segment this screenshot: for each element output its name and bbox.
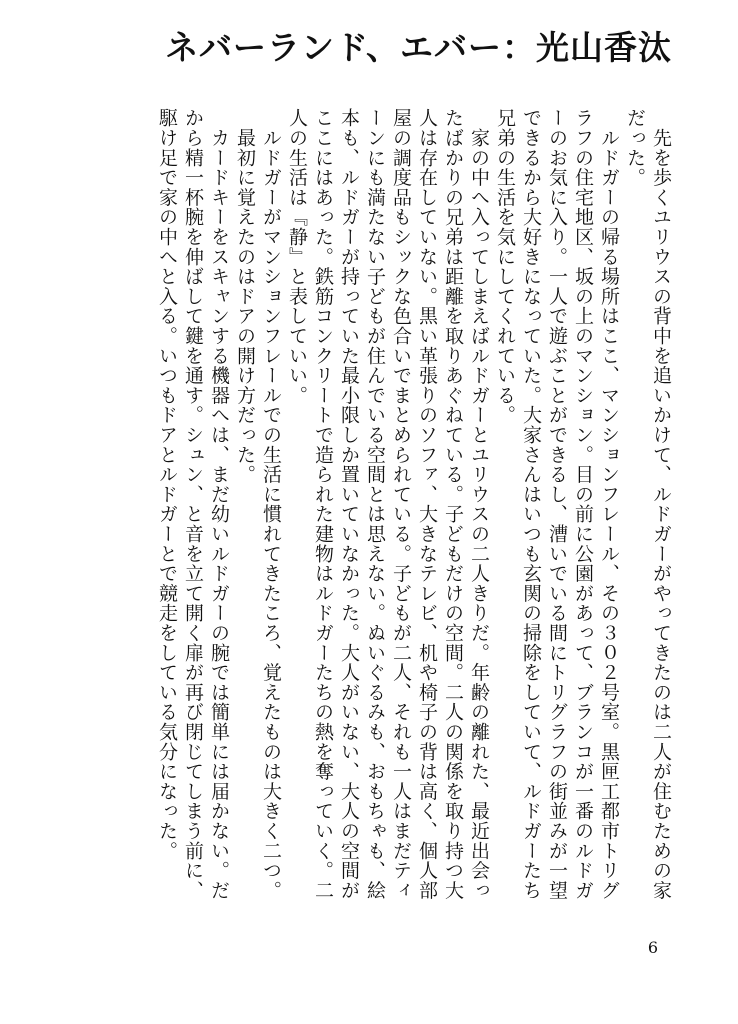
paragraph: 家の中へ入ってしまえばルドガーとユリウスの二人きりだ。年齢の離れた、最近出会ったばかりの兄弟は距離を取りあぐねている。子どもだけの空間。二人の関係を取り持つ大人は存在していない。黒い革張りのソファ、大きなテレビ、机や椅子の背は高く、個人部屋の調度品もシックな色合いでまとめられている。子どもが二人、それも一人はまだティーンにも満たない子どもが住んでいる空間とは思えない。ぬいぐるみも、おもちゃも、絵本も、ルドガーが持っていた最小限しか置いていなかった。大人がいない、大人の空間がここにはあった。鉄筋コンクリートで造られた建物はルドガーたちの熱を奪っていく。二人の生活は『静』と表していい。	[286, 108, 490, 900]
body-text	[154, 108, 674, 908]
paragraph: ルドガーの帰る場所はここ、マンションフレール、その３０２号室。黒匣工都市トリグラフの住宅地区、坂の上のマンション。目の前に公園があって、ブランコが一番のルドガーのお気に入り。一人で遊ぶことができるし、漕いでいる間にトリグラフの街並みが一望できるから大好きになっていた。大家さんはいつも玄関の掃除をしていて、ルドガーたち兄弟の生活を気にしてくれている。	[494, 108, 620, 900]
page-number: 6	[647, 938, 658, 957]
paragraph: 先を歩くユリウスの背中を追いかけて、ルドガーがやってきたのは二人が住むための家だった。	[624, 108, 672, 900]
paragraph: ルドガーがマンションフレールでの生活に慣れてきたころ、覚えたものは大きく二つ。	[260, 108, 282, 900]
page-title: ネバーランド、エバー：光山香汰	[165, 28, 672, 67]
paragraph: カードキーをスキャンする機器へは、まだ幼いルドガーの腕では簡単には届かない。だから精一杯腕を伸ばして鍵を通す。シュン、と音を立て開く扉が再び閉じてしまう前に、駆け足で家の中へと入る。いつもドアとルドガーとで競走をしている気分になった。	[156, 108, 230, 900]
paragraph: 最初に覚えたのはドアの開け方だった。	[234, 108, 256, 485]
